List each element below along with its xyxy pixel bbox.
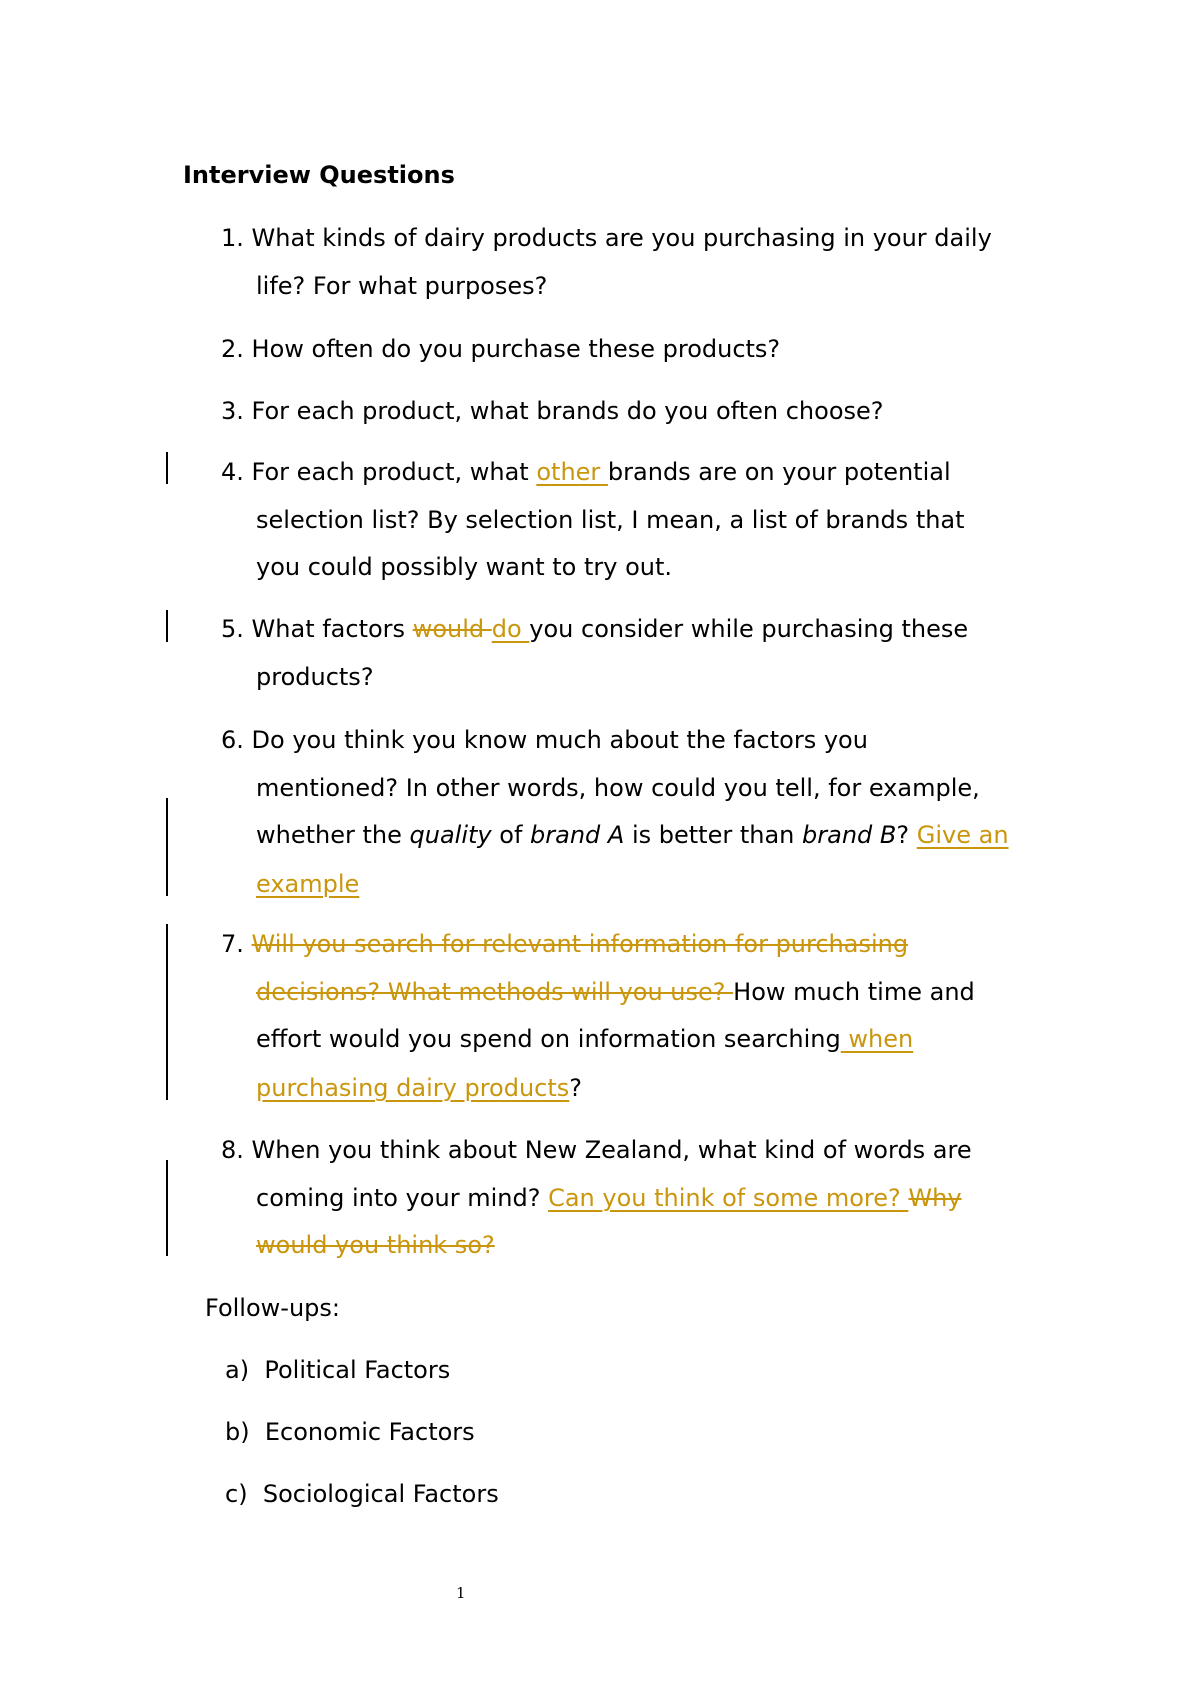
followup-text: Political Factors [264, 1356, 451, 1384]
question-6-brand-a: brand A [530, 821, 625, 849]
question-4-text-1b: brands are on your potential [607, 458, 951, 486]
question-7-line-2 [256, 977, 975, 1007]
question-7-line-3 [256, 1024, 913, 1054]
question-2-line-1 [221, 334, 780, 364]
question-8-deletion-1: Why [908, 1184, 962, 1212]
question-5-line-1 [221, 614, 968, 644]
question-3-number: 3. [221, 397, 244, 425]
followup-text: Economic Factors [264, 1418, 475, 1446]
question-8-line-2 [256, 1183, 962, 1213]
question-7-line-1 [221, 929, 908, 959]
question-7-line-4 [256, 1073, 582, 1103]
followup-marker: c) [225, 1480, 248, 1508]
question-5-insertion: do [491, 615, 530, 643]
question-8-number: 8. [221, 1136, 244, 1164]
question-7-insertion-1: when [840, 1025, 914, 1053]
question-4-text-1a: For each product, what [251, 458, 537, 486]
change-bar [166, 798, 168, 896]
question-7-number: 7. [221, 930, 244, 958]
change-bar [166, 1160, 168, 1256]
followup-item-c [225, 1479, 499, 1509]
followup-marker: b) [225, 1418, 250, 1446]
question-5-line-2: products? [256, 663, 374, 691]
followup-text: Sociological Factors [262, 1480, 499, 1508]
question-6-line-2: mentioned? In other words, how could you tell, for example, [256, 774, 980, 802]
question-2-text-1: How often do you purchase these products? [251, 335, 781, 363]
question-6-brand-b: brand B [802, 821, 897, 849]
question-3-text-1: For each product, what brands do you often choose? [251, 397, 884, 425]
change-bar [166, 452, 168, 484]
question-4-line-2: selection list? By selection list, I mean, a list of brands that [256, 506, 965, 534]
question-8-deletion-2: would you think so? [256, 1231, 495, 1259]
question-7-text-2b: How much time and [733, 978, 975, 1006]
question-7-deletion-2: decisions? What methods will you use? [256, 978, 734, 1006]
question-6-text-1: Do you think you know much about the factors you [251, 726, 868, 754]
followup-item-b [225, 1417, 475, 1447]
followups-heading: Follow-ups: [205, 1294, 340, 1322]
change-bar [166, 610, 168, 642]
question-8-insertion: Can you think of some more? [548, 1184, 909, 1212]
question-7-text-4b: ? [569, 1074, 583, 1102]
question-1-line-1 [221, 223, 992, 253]
question-7-text-3a: effort would you spend on information searching [256, 1025, 841, 1053]
question-1-line-2: life? For what purposes? [256, 272, 548, 300]
question-6-line-1 [221, 725, 868, 755]
question-6-quality: quality [409, 821, 492, 849]
question-1-text-1: What kinds of dairy products are you purchasing in your daily [251, 224, 992, 252]
question-6-text-3a: whether the [256, 821, 410, 849]
question-4-insertion: other [536, 458, 608, 486]
question-6-insertion-1: Give an [916, 821, 1009, 849]
question-3-line-1 [221, 396, 884, 426]
question-4-line-3: you could possibly want to try out. [256, 553, 673, 581]
question-5-text-1b: you consider while purchasing these [529, 615, 969, 643]
followup-item-a [225, 1355, 450, 1385]
question-1-number: 1. [221, 224, 244, 252]
question-5-deletion: would [412, 615, 492, 643]
question-8-text-1: When you think about New Zealand, what kind of words are [251, 1136, 972, 1164]
question-6-text-3b: of [491, 821, 531, 849]
question-7-deletion-1: Will you search for relevant information for purchasing [251, 930, 909, 958]
change-bar [166, 924, 168, 1100]
question-8-line-3 [256, 1230, 495, 1260]
question-2-number: 2. [221, 335, 244, 363]
question-8-line-1 [221, 1135, 972, 1165]
question-6-line-3 [256, 820, 1009, 850]
page-number: 1 [456, 1584, 466, 1602]
question-6-insertion-2: example [256, 870, 360, 898]
question-4-number: 4. [221, 458, 244, 486]
question-5-number: 5. [221, 615, 244, 643]
question-4-line-1 [221, 457, 951, 487]
question-6-line-4 [256, 869, 359, 899]
question-5-text-1a: What factors [251, 615, 413, 643]
question-6-text-3c: is better than [624, 821, 803, 849]
question-6-number: 6. [221, 726, 244, 754]
followup-marker: a) [225, 1356, 250, 1384]
question-8-text-2a: coming into your mind? [256, 1184, 549, 1212]
page-title: Interview Questions [183, 161, 455, 189]
question-7-insertion-2: purchasing dairy products [256, 1074, 570, 1102]
question-6-text-3d: ? [896, 821, 917, 849]
